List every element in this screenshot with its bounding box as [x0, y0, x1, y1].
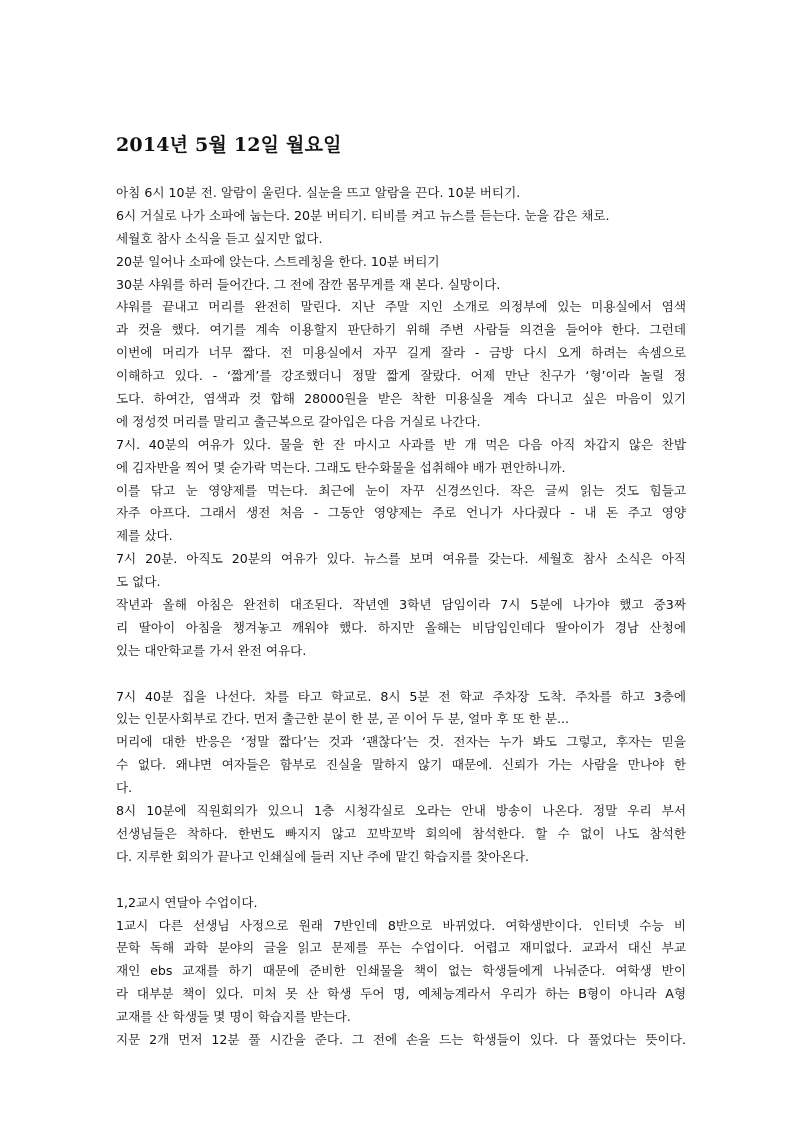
text-line: 선생님들은 착하다. 한번도 빠지지 않고 꼬박꼬박 회의에 참석한다. 할 수 없이 나도 참석한 — [116, 825, 686, 841]
document-title: 2014년 5월 12일 월요일 — [116, 134, 342, 156]
text-line: 아침 6시 10분 전. 알람이 울린다. 실눈을 뜨고 알람을 끈다. 10분 버티기. — [116, 185, 521, 200]
text-line: 이를 닦고 눈 영양제를 먹는다. 최근에 눈이 자꾸 신경쓰인다. 작은 글씨 읽는 것도 힘들고 — [116, 482, 686, 498]
text-line: 1,2교시 연달아 수업이다. — [116, 894, 258, 910]
text-line: 샤워를 끝내고 머리를 완전히 말린다. 지난 주말 지인 소개로 의정부에 있는 미용실에서 염색 — [116, 299, 686, 315]
text-line: 자주 아프다. 그래서 생전 처음 - 그동안 영양제는 주로 언니가 사다줬다 - 내 돈 주고 영양 — [116, 505, 686, 521]
text-line: 교재를 산 학생들 몇 명이 학습지를 받는다. — [116, 1009, 351, 1025]
text-line: 다. 지루한 회의가 끝나고 인쇄실에 들러 지난 주에 맡긴 학습지를 찾아온다. — [116, 848, 530, 864]
text-line: 1교시 다른 선생님 사정으로 원래 7반인데 8반으로 바뀌었다. 여학생반이다. 인터넷 수능 비 — [116, 917, 686, 933]
text-line: 머리에 대한 반응은 ‘정말 짧다’는 것과 ‘괜찮다’는 것. 전자는 누가 봐도 그렇고, 후자는 믿을 — [116, 734, 686, 750]
text-line: 지문 2개 먼저 12분 풀 시간을 준다. 그 전에 손을 드는 학생들이 있다. 다 풀었다는 뜻이다. — [116, 1031, 686, 1047]
text-line: 다. — [116, 780, 133, 796]
text-line: 제를 샀다. — [116, 528, 173, 544]
text-line: 8시 10분에 직원회의가 있으니 1층 시청각실로 오라는 안내 방송이 나온다. 정말 우리 부서 — [116, 803, 686, 819]
text-line: 이번에 머리가 너무 짧다. 전 미용실에서 자꾸 길게 잘라 - 금방 다시 오게 하려는 속셈으로 — [116, 345, 686, 361]
text-line: 7시 20분. 아직도 20분의 여유가 있다. 뉴스를 보며 여유를 갖는다. 세월호 참사 소식은 아직 — [116, 551, 686, 567]
text-line: 수 없다. 왜냐면 여자들은 함부로 진실을 말하지 않기 때문에. 신뢰가 가는 사람을 만나야 한 — [116, 757, 686, 773]
text-line: 7시. 40분의 여유가 있다. 물을 한 잔 마시고 사과를 반 개 먹은 다음 아직 차갑지 않은 찬밥 — [116, 436, 686, 452]
text-line: 도 없다. — [116, 574, 161, 590]
text-line: 작년과 올해 아침은 완전히 대조된다. 작년엔 3학년 담임이라 7시 5분에 나가야 했고 중3짜 — [116, 597, 686, 613]
text-line: 세월호 참사 소식을 듣고 싶지만 없다. — [116, 230, 323, 246]
text-line: 있는 대안학교를 가서 완전 여유다. — [116, 642, 307, 658]
text-line: 이해하고 있다. - ‘짧게’를 강조했더니 정말 짧게 잘랐다. 어제 만난 친구가 ‘형’이라 놀릴 정 — [116, 368, 686, 384]
text-line: 재인 ebs 교재를 하기 때문에 준비한 인쇄물을 책이 없는 학생들에게 나눠준다. 여학생 반이 — [116, 963, 686, 979]
text-line: 도다. 하여간, 염색과 컷 합해 28000원을 받은 착한 미용실을 계속 다니고 싶은 마음이 있기 — [116, 391, 686, 407]
text-line: 과 컷을 했다. 여기를 계속 이용할지 판단하기 위해 주변 사람들 의견을 들어야 한다. 그런데 — [116, 322, 686, 338]
text-line: 에 정성껏 머리를 말리고 출근복으로 갈아입은 다음 거실로 나간다. — [116, 413, 481, 429]
text-line: 라 대부분 책이 있다. 미처 못 산 학생 두어 명, 예체능계라서 우리가 하는 B형이 아니라 A형 — [116, 986, 686, 1002]
text-line: 에 김자반을 찍어 몇 숟가락 먹는다. 그래도 탄수화물을 섭취해야 배가 편안하니까. — [116, 459, 566, 475]
text-line: 리 딸아이 아침을 챙겨놓고 깨워야 했다. 하지만 올해는 비담임인데다 딸아이가 경남 산청에 — [116, 619, 686, 635]
text-line: 20분 일어나 소파에 앉는다. 스트레칭을 한다. 10분 버티기 — [116, 253, 440, 269]
text-line: 7시 40분 집을 나선다. 차를 타고 학교로. 8시 5분 전 학교 주차장 도착. 주차를 하고 3층에 — [116, 688, 686, 704]
text-line: 문학 독해 과학 분야의 글을 읽고 문제를 푸는 수업이다. 어렵고 재미없다. 교과서 대신 부교 — [116, 940, 686, 956]
document-body — [116, 182, 686, 1052]
text-line: 30분 샤워를 하러 들어간다. 그 전에 잠깐 몸무게를 재 본다. 실망이다. — [116, 276, 501, 292]
text-line: 6시 거실로 나가 소파에 눕는다. 20분 버티기. 티비를 켜고 뉴스를 듣는다. 눈을 감은 채로. — [116, 207, 610, 223]
blank-line — [116, 663, 686, 686]
text-line: 있는 인문사회부로 간다. 먼저 출근한 분이 한 분, 곧 이어 두 분, 얼마 후 또 한 분... — [116, 711, 570, 727]
blank-line — [116, 869, 686, 892]
